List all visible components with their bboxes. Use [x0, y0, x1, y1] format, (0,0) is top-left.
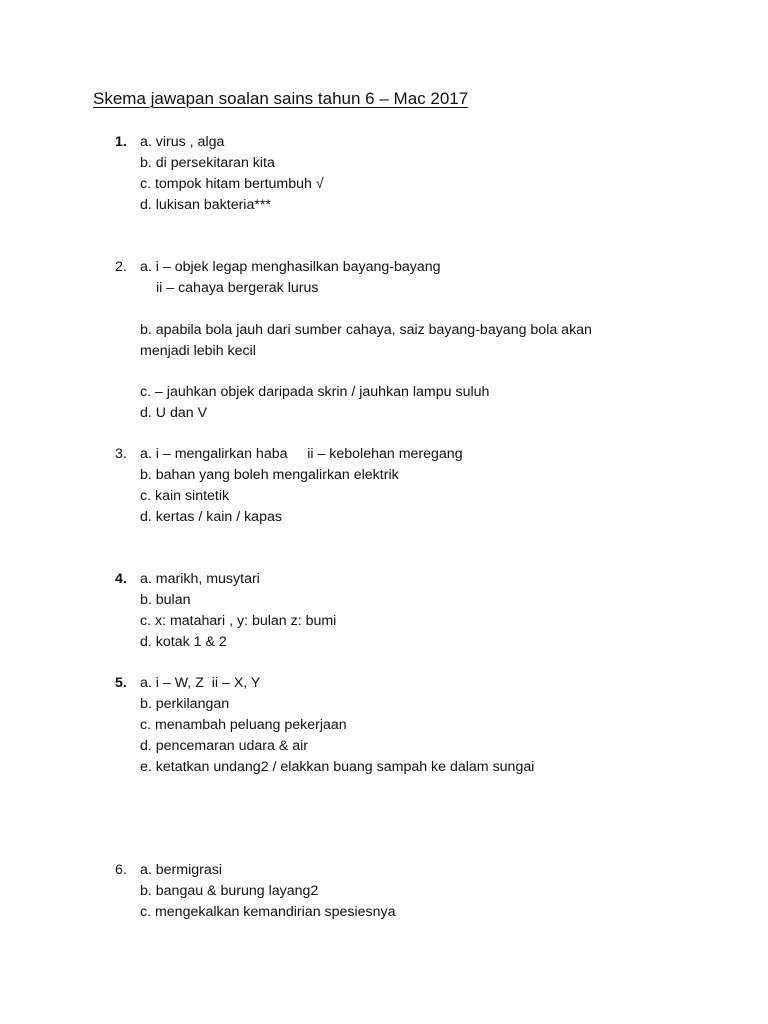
answer-line: c. – jauhkan objek daripada skrin / jauhkan lampu suluh	[140, 384, 490, 400]
answer-line: a. marikh, musytari	[140, 571, 260, 587]
answer-line: a. i – objek legap menghasilkan bayang-bayang	[140, 259, 441, 275]
answer-line: ii – cahaya bergerak lurus	[156, 280, 319, 296]
question-number: 3.	[115, 446, 127, 462]
answer-line: c. mengekalkan kemandirian spesiesnya	[140, 904, 396, 920]
page-title: Skema jawapan soalan sains tahun 6 – Mac 2017	[93, 89, 469, 108]
question-number: 6.	[115, 862, 127, 878]
question-number: 2.	[115, 259, 127, 275]
answer-line: b. bahan yang boleh mengalirkan elektrik	[140, 467, 399, 483]
answer-line: b. di persekitaran kita	[140, 155, 275, 171]
answer-line: d. U dan V	[140, 405, 208, 421]
answer-line: b. bangau & burung layang2	[140, 883, 319, 899]
answer-line: d. kotak 1 & 2	[140, 634, 227, 650]
answer-line: d. lukisan bakteria***	[140, 197, 271, 213]
question-number: 4.	[115, 571, 127, 587]
answer-line: e. ketatkan undang2 / elakkan buang sampah ke dalam sungai	[140, 759, 535, 775]
answer-line: c. kain sintetik	[140, 488, 230, 504]
answer-line: b. apabila bola jauh dari sumber cahaya, saiz bayang-bayang bola akan	[140, 322, 592, 338]
question-number: 5.	[115, 675, 127, 691]
answer-line: c. menambah peluang pekerjaan	[140, 717, 347, 733]
answer-line: c. tompok hitam bertumbuh √	[140, 176, 324, 192]
answer-line: a. virus , alga	[140, 134, 225, 150]
answer-line: a. i – mengalirkan haba ii – kebolehan meregang	[140, 446, 463, 462]
answer-line: menjadi lebih kecil	[140, 343, 256, 359]
answer-line: a. bermigrasi	[140, 862, 223, 878]
answer-line: a. i – W, Z ii – X, Y	[140, 675, 261, 691]
answer-line: b. perkilangan	[140, 696, 230, 712]
answer-line: d. kertas / kain / kapas	[140, 509, 282, 525]
question-number: 1.	[115, 134, 127, 150]
answer-line: c. x: matahari , y: bulan z: bumi	[140, 613, 337, 629]
answer-line: d. pencemaran udara & air	[140, 738, 308, 754]
answer-line: b. bulan	[140, 592, 191, 608]
